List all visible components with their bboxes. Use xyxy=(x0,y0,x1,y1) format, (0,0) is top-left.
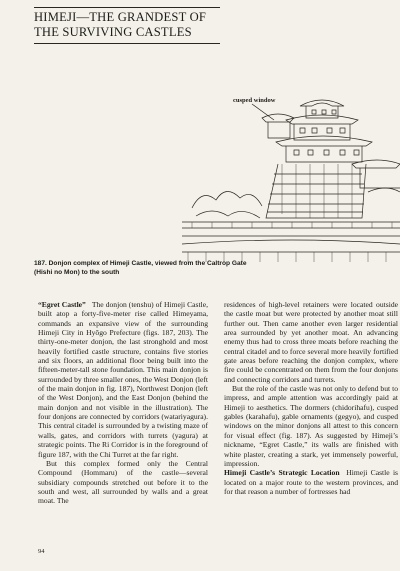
page-number: 94 xyxy=(38,548,45,555)
paragraph: But the role of the castle was not only to defend but to impress, and ample attention was accordingly paid at Himeji to aesthetics. The dormers (chidorihafu), cusped gables (karahafu), gable ornaments (gegyo), and cusped windows on the minor donjons all attest to this concern for visual effect (fig. 187). As suggested by Himeji’s nickname, “Egret Castle,” its walls are finished with white plaster, creating a stark, yet immensely powerful, impression. xyxy=(224,384,398,468)
paragraph-text: The donjon (tenshu) of Himeji Castle, built atop a forty-five-meter rise called Himeyama, commands an expansive view of the surrounding Himeji City in Hyōgo Prefecture (figs. 187, 203). The thirty-one-meter donjon, the last stronghold and most heavily fortified castle structure, contains five stories and six floors, an additional floor being built into the fifteen-meter-tall stone foundation. This main donjon is surrounded by three smaller ones, the West Donjon (left of the main donjon in fig. 187), Northwest Donjon (left of the West Donjon), and the East Donjon (behind the main donjon and not visible in the illustration). The four donjons are connected by corridors (watariyagura). This central citadel is surrounded by a twisting maze of walls, gates, and corridors with turrets (yagura) at strategic points. The Ri Corridor is in the foreground of figure 187, with the Chi Turret at the far right. xyxy=(38,300,208,459)
text-column-left xyxy=(38,300,208,506)
paragraph xyxy=(224,468,398,496)
figure-callout-label: cusped window xyxy=(233,97,276,104)
figure-caption: 187. Donjon complex of Himeji Castle, viewed from the Caltrop Gate (Hishi no Mon) to the south xyxy=(34,260,247,276)
paragraph xyxy=(38,300,208,459)
page-title: HIMEJI—THE GRANDEST OF THE SURVIVING CASTLES xyxy=(34,10,207,39)
paragraph: But this complex formed only the Central Compound (Hommaru) of the castle—several subsidiary compounds stretched out before it to the south and west, all surrounded by walls and a great moat. The xyxy=(38,458,208,506)
title-rule-top xyxy=(34,7,220,8)
section-heading: “Egret Castle” xyxy=(38,300,86,309)
text-column-right xyxy=(224,300,398,496)
castle-illustration xyxy=(182,88,400,268)
paragraph-text: Himeji Castle is located on a major route to the western provinces, and for that reason a number of fortresses had xyxy=(224,468,399,496)
paragraph: residences of high-level retainers were located outside the castle moat but were protected by another moat still further out. Then came another even larger residential area surrounded by yet another moat. An advancing enemy thus had to cross three moats before reaching the central citadel and to force several more heavily fortified gate areas before reaching the donjon complex, where fire could be concentrated on them from the four donjons and connecting corridors and turrets. xyxy=(224,300,398,384)
section-heading: Himeji Castle’s Strategic Location xyxy=(224,468,340,478)
title-rule-bottom xyxy=(34,43,220,44)
